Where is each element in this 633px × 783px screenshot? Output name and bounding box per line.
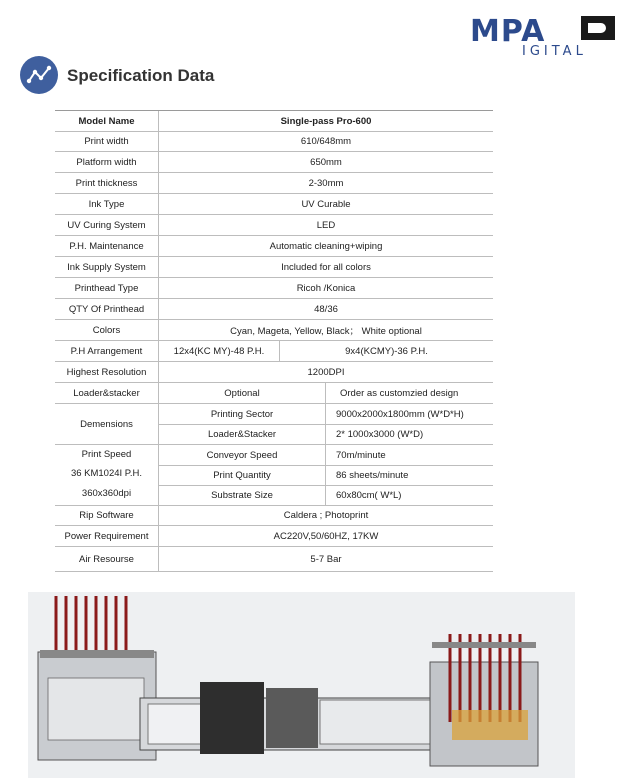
logo-text: MPA <box>470 14 546 49</box>
row-value: UV Curable <box>301 198 351 210</box>
row-label: Print width <box>55 132 159 151</box>
machine-illustration <box>20 590 575 778</box>
table-row-arrangement <box>55 341 493 362</box>
subrow-label: Printing Sector <box>159 404 326 424</box>
row-label: Loader&stacker <box>55 383 159 403</box>
row-value: 48/36 <box>314 303 338 315</box>
speed-subrow <box>159 445 493 466</box>
row-label: Rip Software <box>55 506 159 525</box>
table-row <box>55 299 493 320</box>
row-value: LED <box>316 219 336 231</box>
table-row <box>55 257 493 278</box>
row-label: UV Curing System <box>55 215 159 235</box>
header-value: Single-pass Pro-600 <box>280 115 372 127</box>
subrow-value: 70m/minute <box>336 449 386 461</box>
subrow-value: 86 sheets/minute <box>336 469 409 481</box>
header-label: Model Name <box>55 111 159 131</box>
row-label: Power Requirement <box>55 526 159 546</box>
table-row <box>55 526 493 547</box>
loader-right: Order as customzied design <box>340 387 459 399</box>
table-row <box>55 194 493 215</box>
arrangement-left: 12x4(KC MY)-48 P.H. <box>159 341 280 361</box>
loader-left: Optional <box>159 383 326 403</box>
chart-line-icon <box>20 56 58 94</box>
row-value: Automatic cleaning+wiping <box>269 240 383 252</box>
table-row <box>55 215 493 236</box>
subrow-label: Substrate Size <box>159 485 326 505</box>
row-label: Colors <box>55 320 159 340</box>
table-row <box>55 152 493 173</box>
row-label: P.H Arrangement <box>55 341 159 361</box>
row-value: Included for all colors <box>281 261 371 273</box>
row-label: P.H. Maintenance <box>55 236 159 256</box>
subrow-value: 2* 1000x3000 (W*D) <box>336 428 424 440</box>
subrow-label: Print Quantity <box>159 465 326 485</box>
speed-label-line: Print Speed <box>81 449 132 460</box>
table-row <box>55 320 493 341</box>
table-row <box>55 236 493 257</box>
speed-label-line: 360x360dpi <box>81 488 132 499</box>
brand-logo <box>470 10 628 60</box>
row-value: Caldera ; Photoprint <box>283 510 369 521</box>
table-row <box>55 506 493 526</box>
subrow-label: Conveyor Speed <box>159 445 326 465</box>
logo-subtext: IGITAL <box>522 44 587 59</box>
logo-d-mark-icon <box>581 16 615 40</box>
speed-label-line: 36 KM1024I P.H. <box>70 468 143 479</box>
spec-table <box>55 110 493 572</box>
table-row <box>55 547 493 572</box>
row-label: Printhead Type <box>55 278 159 298</box>
row-label: Highest Resolution <box>55 362 159 382</box>
row-value: 650mm <box>310 156 342 168</box>
table-row-speed <box>55 445 493 506</box>
subrow-value: 60x80cm( W*L) <box>336 489 402 501</box>
arrangement-right: 9x4(KCMY)-36 P.H. <box>345 345 428 357</box>
row-label: Platform width <box>55 152 159 172</box>
row-value: 610/648mm <box>300 136 352 147</box>
row-label: Ink Supply System <box>55 257 159 277</box>
speed-subrow <box>159 465 493 486</box>
subrow-label: Loader&Stacker <box>159 424 326 444</box>
row-label: Ink Type <box>55 194 159 214</box>
table-row <box>55 173 493 194</box>
table-row <box>55 362 493 383</box>
row-value: Cyan, Mageta, Yellow, Black； White optional <box>230 326 422 337</box>
row-label: Air Resourse <box>55 547 159 571</box>
table-header-row <box>55 110 493 132</box>
row-label: Print thickness <box>55 173 159 193</box>
table-row <box>55 132 493 152</box>
dimensions-subrow <box>159 404 493 425</box>
table-row-loader <box>55 383 493 404</box>
speed-subrow <box>159 485 493 505</box>
speed-label <box>55 445 159 505</box>
row-value: Ricoh /Konica <box>296 282 356 294</box>
dimensions-subrow <box>159 424 493 444</box>
row-value: 1200DPI <box>307 366 345 378</box>
row-value: AC220V,50/60HZ, 17KW <box>273 530 379 542</box>
page-title: Specification Data <box>67 66 215 85</box>
row-value: 2-30mm <box>308 177 344 189</box>
table-row-dimensions <box>55 404 493 445</box>
table-row <box>55 278 493 299</box>
row-label: QTY Of Printhead <box>55 299 159 319</box>
row-value: 5-7 Bar <box>310 553 342 565</box>
subrow-value: 9000x2000x1800mm (W*D*H) <box>336 408 464 420</box>
row-label: Demensions <box>55 404 159 444</box>
